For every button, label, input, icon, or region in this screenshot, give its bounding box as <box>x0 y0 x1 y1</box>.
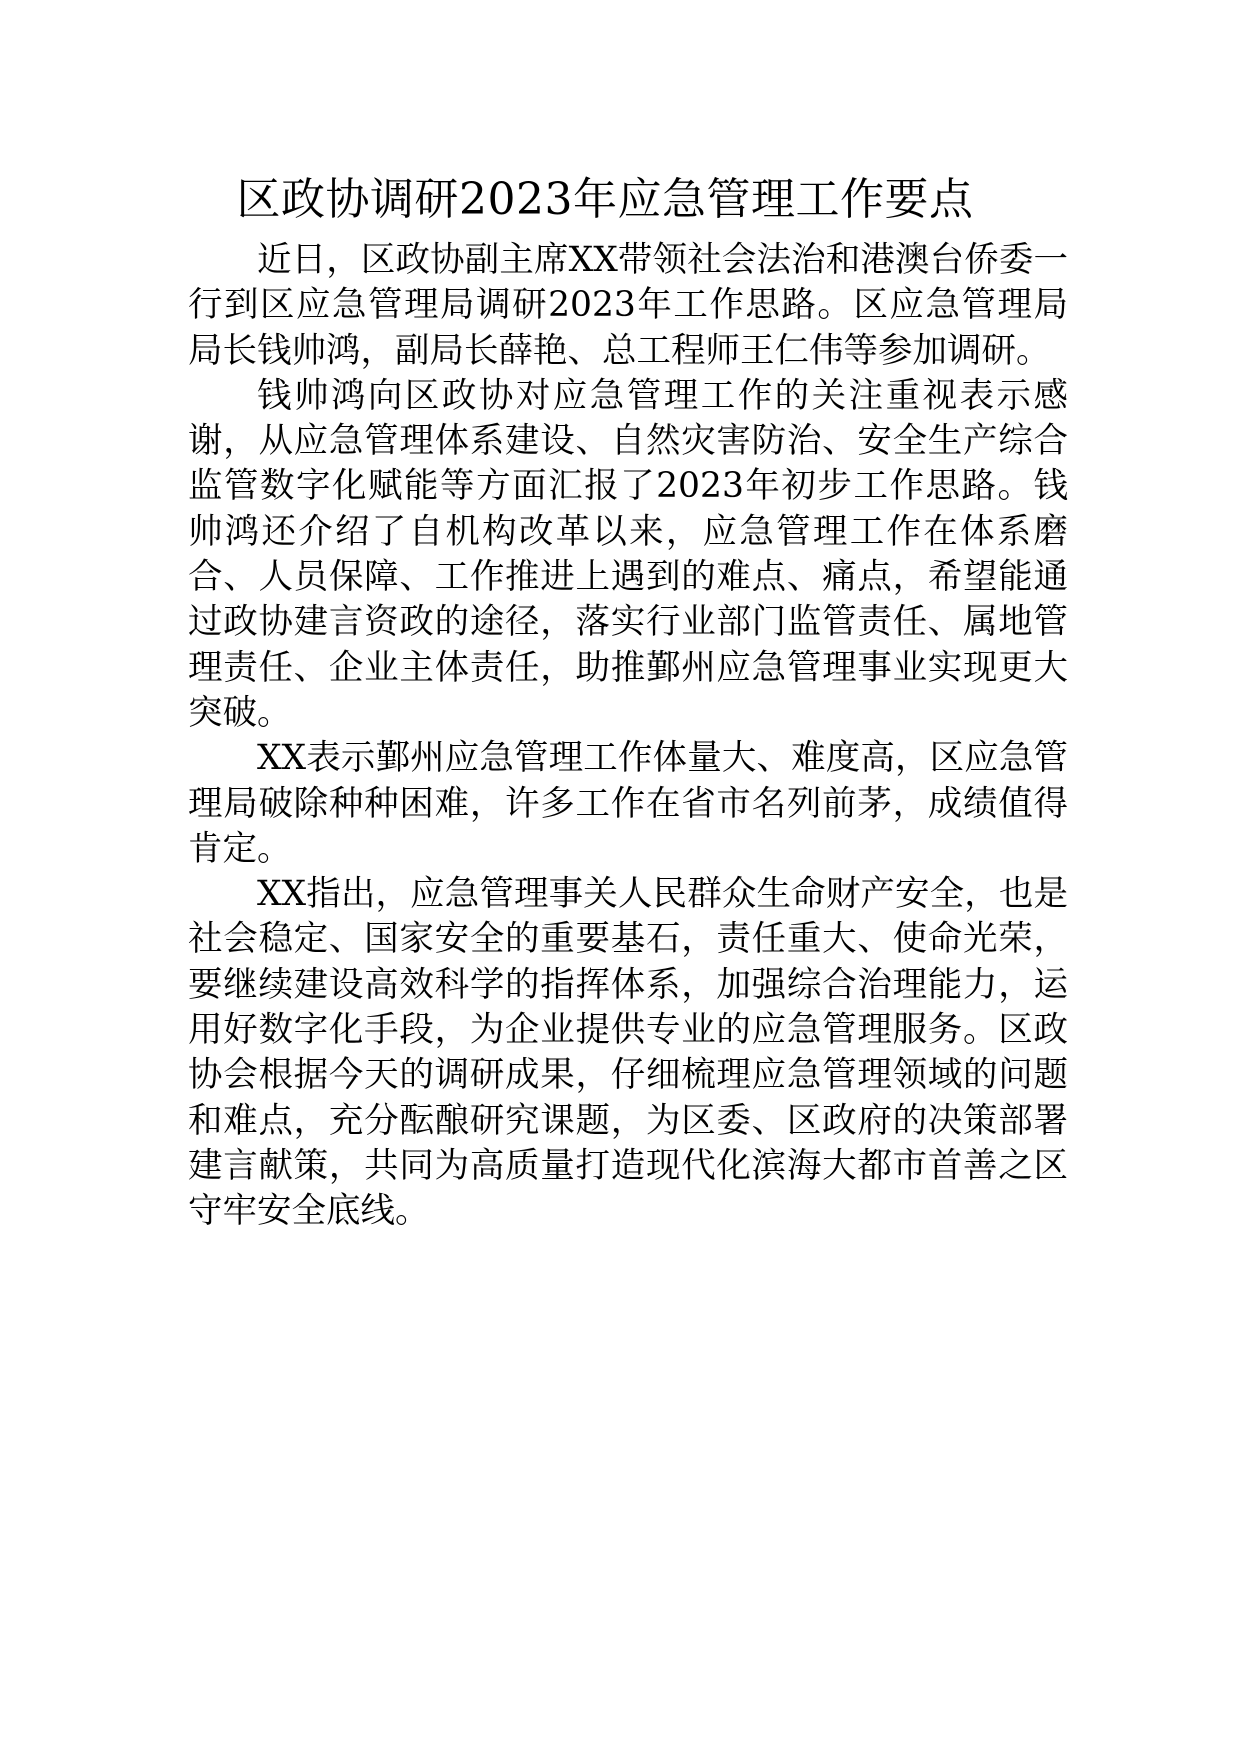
paragraph-1: 近日，区政协副主席XX带领社会法治和港澳台侨委一行到区应急管理局调研2023年工作思路。区应急管理局局长钱帅鸿，副局长薛艳、总工程师王仁伟等参加调研。 <box>188 240 1068 371</box>
document-title: 区政协调研2023年应急管理工作要点 <box>236 174 974 225</box>
paragraph-4: XX指出，应急管理事关人民群众生命财产安全，也是社会稳定、国家安全的重要基石，责任重大、使命光荣，要继续建设高效科学的指挥体系，加强综合治理能力，运用好数字化手段，为企业提供专业的应急管理服务。区政协会根据今天的调研成果，仔细梳理应急管理领域的问题和难点，充分酝酿研究课题，为区委、区政府的决策部署建言献策，共同为高质量打造现代化滨海大都市首善之区守牢安全底线。 <box>188 874 1068 1232</box>
paragraph-3: XX表示鄞州应急管理工作体量大、难度高，区应急管理局破除种种困难，许多工作在省市名列前茅，成绩值得肯定。 <box>188 738 1068 869</box>
document-body <box>188 238 1068 1235</box>
paragraph-2: 钱帅鸿向区政协对应急管理工作的关注重视表示感谢，从应急管理体系建设、自然灾害防治、安全生产综合监管数字化赋能等方面汇报了2023年初步工作思路。钱帅鸿还介绍了自机构改革以来，应急管理工作在体系磨合、人员保障、工作推进上遇到的难点、痛点，希望能通过政协建言资政的途径，落实行业部门监管责任、属地管理责任、企业主体责任，助推鄞州应急管理事业实现更大突破。 <box>188 375 1068 733</box>
